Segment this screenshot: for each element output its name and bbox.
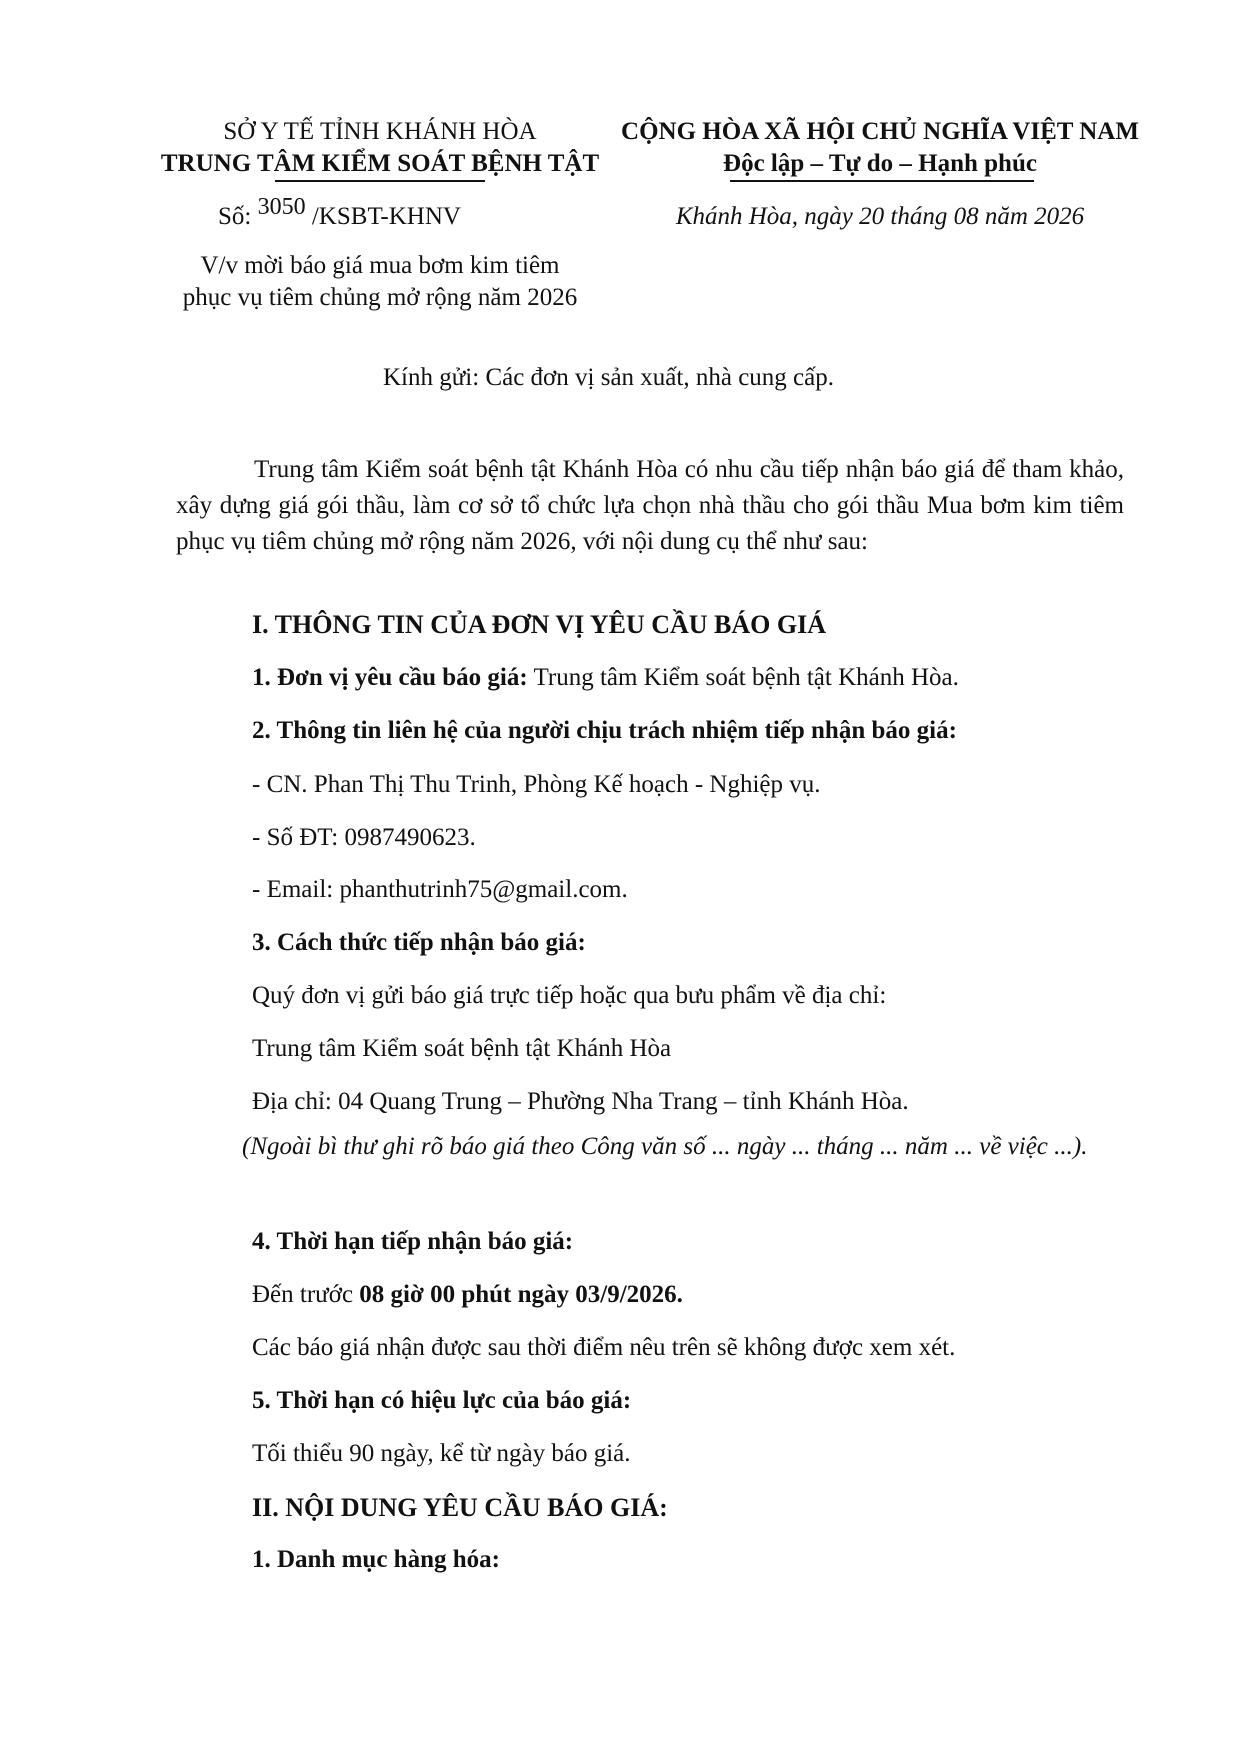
item2-label: 2. Thông tin liên hệ của người chịu trách nhiệm tiếp nhận báo giá: <box>252 717 957 744</box>
item3-line2: Trung tâm Kiểm soát bệnh tật Khánh Hòa <box>252 1035 672 1062</box>
national-title: CỘNG HÒA XÃ HỘI CHỦ NGHĨA VIỆT NAM <box>621 118 1139 145</box>
item4-deadline-line <box>252 1281 683 1309</box>
item4-note: Các báo giá nhận được sau thời điểm nêu trên sẽ không được xem xét. <box>252 1334 956 1361</box>
subject-line2: phục vụ tiêm chủng mở rộng năm 2026 <box>182 284 578 311</box>
item3-line1: Quý đơn vị gửi báo giá trực tiếp hoặc qua bưu phẩm về địa chỉ: <box>252 982 887 1009</box>
contact-phone: - Số ĐT: 0987490623. <box>252 824 476 851</box>
item1-value: Trung tâm Kiểm soát bệnh tật Khánh Hòa. <box>527 664 959 691</box>
section2-item1-label: 1. Danh mục hàng hóa: <box>252 1546 500 1573</box>
so-number: 3050 <box>257 194 306 220</box>
so-suffix: /KSBT-KHNV <box>311 203 461 230</box>
item5-label: 5. Thời hạn có hiệu lực của báo giá: <box>252 1387 632 1414</box>
motto-underline <box>730 180 1034 182</box>
item3-line3: Địa chỉ: 04 Quang Trung – Phường Nha Trang – tỉnh Khánh Hòa. <box>252 1088 909 1115</box>
item1 <box>252 664 959 692</box>
section1-title: I. THÔNG TIN CỦA ĐƠN VỊ YÊU CẦU BÁO GIÁ <box>252 610 827 639</box>
national-motto: Độc lập – Tự do – Hạnh phúc <box>723 150 1037 177</box>
contact-name: - CN. Phan Thị Thu Trinh, Phòng Kế hoạch - Nghiệp vụ. <box>252 771 821 798</box>
item5-value: Tối thiểu 90 ngày, kể từ ngày báo giá. <box>252 1440 631 1467</box>
item4-prefix: Đến trước <box>252 1281 360 1308</box>
so-label: Số: <box>218 203 252 230</box>
date-line: Khánh Hòa, ngày 20 tháng 08 năm 2026 <box>675 203 1085 230</box>
recipient: Kính gửi: Các đơn vị sản xuất, nhà cung cấp. <box>383 364 834 391</box>
agency-underline <box>275 180 485 182</box>
item3-label: 3. Cách thức tiếp nhận báo giá: <box>252 929 586 956</box>
intro-paragraph: Trung tâm Kiểm soát bệnh tật Khánh Hòa có nhu cầu tiếp nhận báo giá để tham khảo, xây dựng giá gói thầu, làm cơ sở tổ chức lựa chọn nhà thầu cho gói thầu Mua bơm kim tiêm phục vụ tiêm chủng mở rộng năm 2026, với nội dung cụ thể như sau: <box>176 456 1124 555</box>
agency-parent: SỞ Y TẾ TỈNH KHÁNH HÒA <box>223 118 537 145</box>
document-number <box>218 194 461 231</box>
subject-line1: V/v mời báo giá mua bơm kim tiêm <box>200 252 560 279</box>
item4-label: 4. Thời hạn tiếp nhận báo giá: <box>252 1228 574 1255</box>
item3-note: (Ngoài bì thư ghi rõ báo giá theo Công văn số ... ngày ... tháng ... năm ... về việc ...). <box>242 1133 1088 1160</box>
item1-label: 1. Đơn vị yêu cầu báo giá: <box>252 664 528 691</box>
contact-email: - Email: phanthutrinh75@gmail.com. <box>252 876 628 903</box>
agency-name: TRUNG TÂM KIỂM SOÁT BỆNH TẬT <box>160 150 600 177</box>
item4-deadline: 08 giờ 00 phút ngày 03/9/2026. <box>359 1281 683 1308</box>
section2-title: II. NỘI DUNG YÊU CẦU BÁO GIÁ: <box>252 1493 668 1522</box>
